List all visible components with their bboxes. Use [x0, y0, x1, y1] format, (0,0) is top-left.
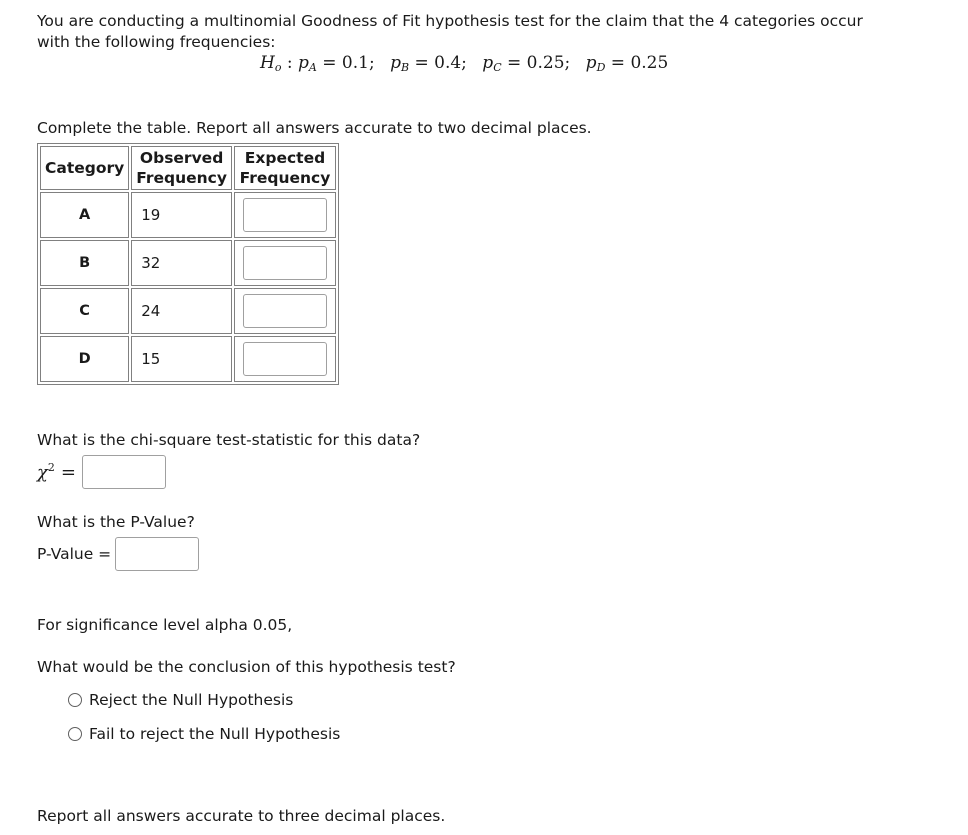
pa-label: p — [298, 53, 309, 73]
category-cell: C — [40, 288, 129, 334]
p-value-question: What is the P-Value? — [37, 513, 195, 531]
header-observed — [131, 146, 232, 190]
pc-equals: = — [507, 53, 522, 73]
question-intro — [37, 11, 937, 53]
option-reject[interactable] — [68, 691, 293, 709]
pb-value: 0.4; — [434, 53, 467, 73]
h-colon: : — [286, 53, 293, 73]
intro-line-2: with the following frequencies: — [37, 33, 276, 51]
chi-letter: χ — [37, 462, 48, 483]
observed-cell: 19 — [131, 192, 232, 238]
chi-equals: = — [60, 461, 77, 483]
p-value-answer-row — [37, 536, 199, 572]
pc-value: 0.25; — [526, 53, 571, 73]
null-hypothesis — [260, 53, 668, 74]
header-category: Category — [40, 146, 129, 190]
p-value-label: P-Value = — [37, 545, 112, 563]
expected-cell — [234, 336, 336, 382]
chi-square-answer-row — [37, 454, 166, 490]
chi-exponent: 2 — [47, 461, 55, 474]
chi-symbol — [37, 461, 55, 483]
category-cell: A — [40, 192, 129, 238]
reject-label[interactable]: Reject the Null Hypothesis — [89, 691, 294, 709]
observed-cell: 24 — [131, 288, 232, 334]
intro-line-1: You are conducting a multinomial Goodness of Fit hypothesis test for the claim that the 4 categories occur — [37, 12, 863, 30]
header-expected-line1: Expected — [244, 149, 326, 167]
expected-cell — [234, 288, 336, 334]
conclusion-question: What would be the conclusion of this hypothesis test? — [37, 658, 456, 676]
h-symbol: H — [260, 53, 275, 73]
table-header-row — [40, 146, 336, 190]
header-observed-line2: Frequency — [136, 169, 227, 187]
h-subscript: o — [274, 61, 282, 74]
expected-cell — [234, 192, 336, 238]
pb-subscript: B — [400, 61, 410, 74]
pd-subscript: D — [596, 61, 606, 74]
fail-to-reject-label[interactable]: Fail to reject the Null Hypothesis — [89, 725, 341, 743]
expected-input-c[interactable] — [243, 294, 327, 328]
header-expected-line2: Frequency — [239, 169, 331, 187]
pa-value: 0.1; — [341, 53, 375, 73]
fail-to-reject-radio-button[interactable] — [68, 727, 82, 741]
significance-level-text: For significance level alpha 0.05, — [37, 616, 293, 634]
table-row — [40, 192, 336, 238]
expected-cell — [234, 240, 336, 286]
table-row — [40, 288, 336, 334]
chi-square-input[interactable] — [82, 455, 166, 489]
category-cell: D — [40, 336, 129, 382]
reject-radio-button[interactable] — [68, 693, 82, 707]
option-fail-to-reject[interactable] — [68, 725, 340, 743]
expected-input-b[interactable] — [243, 246, 327, 280]
pd-value: 0.25 — [630, 53, 669, 73]
header-observed-line1: Observed — [139, 149, 224, 167]
table-row — [40, 240, 336, 286]
pd-equals: = — [610, 53, 626, 73]
header-expected — [234, 146, 336, 190]
footer-note: Report all answers accurate to three decimal places. — [37, 807, 446, 825]
pd-label: p — [585, 53, 597, 73]
pc-subscript: C — [493, 61, 502, 74]
pa-equals: = — [322, 53, 337, 73]
chi-square-question: What is the chi-square test-statistic for this data? — [37, 431, 421, 449]
expected-input-d[interactable] — [243, 342, 327, 376]
frequency-table — [37, 143, 339, 385]
p-value-input[interactable] — [115, 537, 199, 571]
pb-label: p — [390, 53, 401, 73]
pb-equals: = — [414, 53, 429, 73]
observed-cell: 15 — [131, 336, 232, 382]
table-instructions: Complete the table. Report all answers accurate to two decimal places. — [37, 119, 592, 137]
observed-cell: 32 — [131, 240, 232, 286]
category-cell: B — [40, 240, 129, 286]
expected-input-a[interactable] — [243, 198, 327, 232]
pa-subscript: A — [308, 61, 317, 74]
pc-label: p — [482, 53, 494, 73]
table-row — [40, 336, 336, 382]
